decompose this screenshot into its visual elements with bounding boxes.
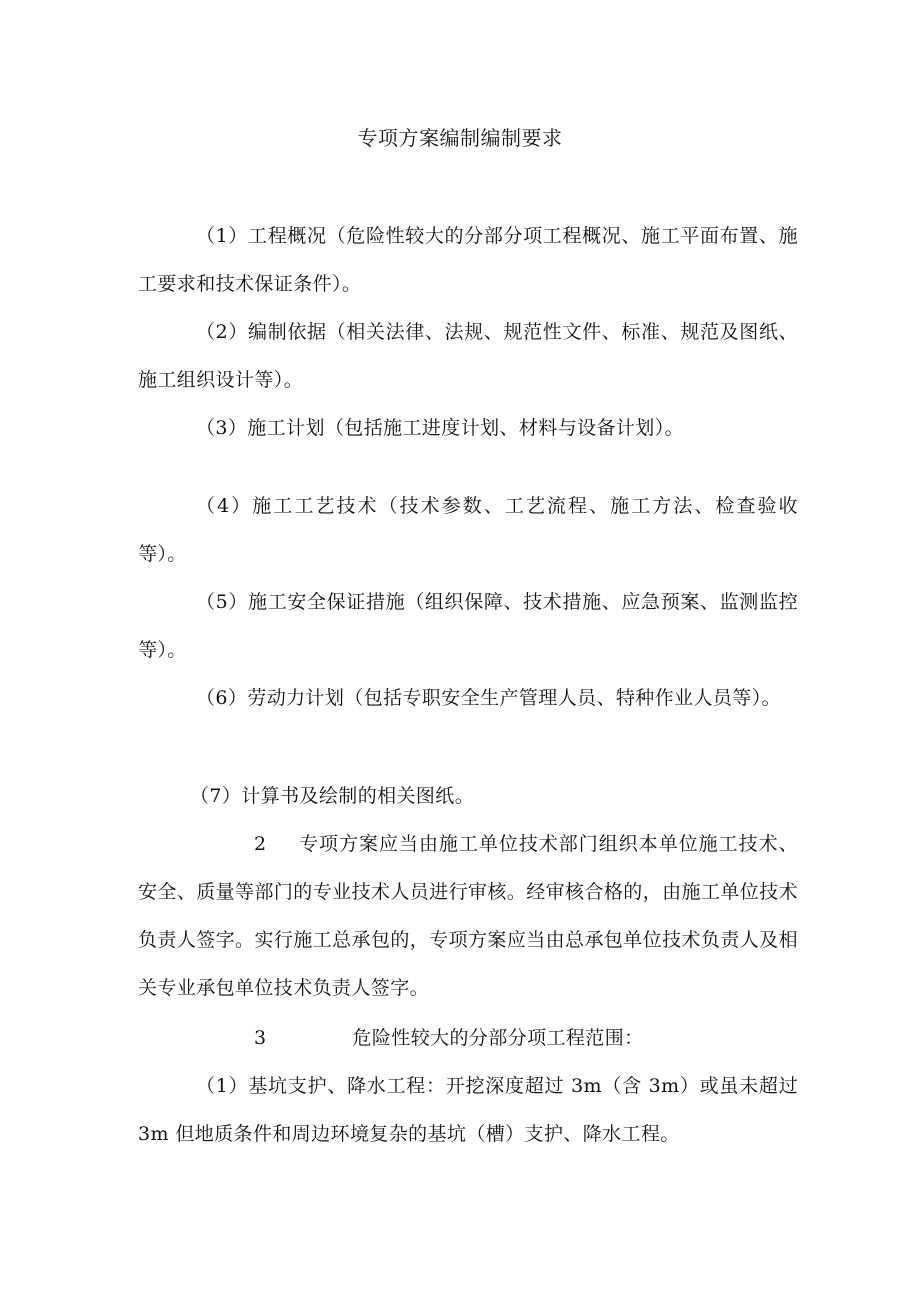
document-title: 专项方案编制编制要求 [357, 126, 563, 150]
list-item-4: （4）施工工艺技术（技术参数、工艺流程、施工方法、检查验收等）。 [138, 495, 798, 565]
section-2-text: 专项方案应当由施工单位技术部门组织本单位施工技术、安全、质量等部门的专业技术人员进行审核。经审核合格的，由施工单位技术负责人签字。实行施工总承包的，专项方案应当由总承包单位技术负责人及相关专业承包单位技术负责人签字。 [138, 833, 798, 999]
list-item-2: （2）编制依据（相关法律、法规、规范性文件、标准、规范及图纸、施工组织设计等）。 [138, 321, 798, 391]
section-3-heading: 危险性较大的分部分项工程范围： [352, 1027, 644, 1049]
section-2-paragraph [138, 820, 798, 1012]
list-item-1: （1）工程概况（危险性较大的分部分项工程概况、施工平面布置、施工要求和技术保证条件）。 [138, 225, 798, 295]
list-item-7: （7）计算书及绘制的相关图纸。 [190, 785, 475, 807]
list-item-6: （6）劳动力计划（包括专职安全生产管理人员、特种作业人员等）。 [196, 687, 781, 709]
section-3-item-1: （1）基坑支护、降水工程：开挖深度超过 3m（含 3m）或虽未超过 3m 但地质条件和周边环境复杂的基坑（槽）支护、降水工程。 [138, 1075, 798, 1145]
list-item-3: （3）施工计划（包括施工进度计划、材料与设备计划）。 [196, 417, 684, 439]
section-3-number: 3 [254, 1027, 267, 1049]
list-item-5: （5）施工安全保证措施（组织保障、技术措施、应急预案、监测监控等）。 [138, 591, 798, 661]
section-2-number: 2 [254, 833, 267, 855]
section-3-heading-line [138, 1014, 798, 1062]
